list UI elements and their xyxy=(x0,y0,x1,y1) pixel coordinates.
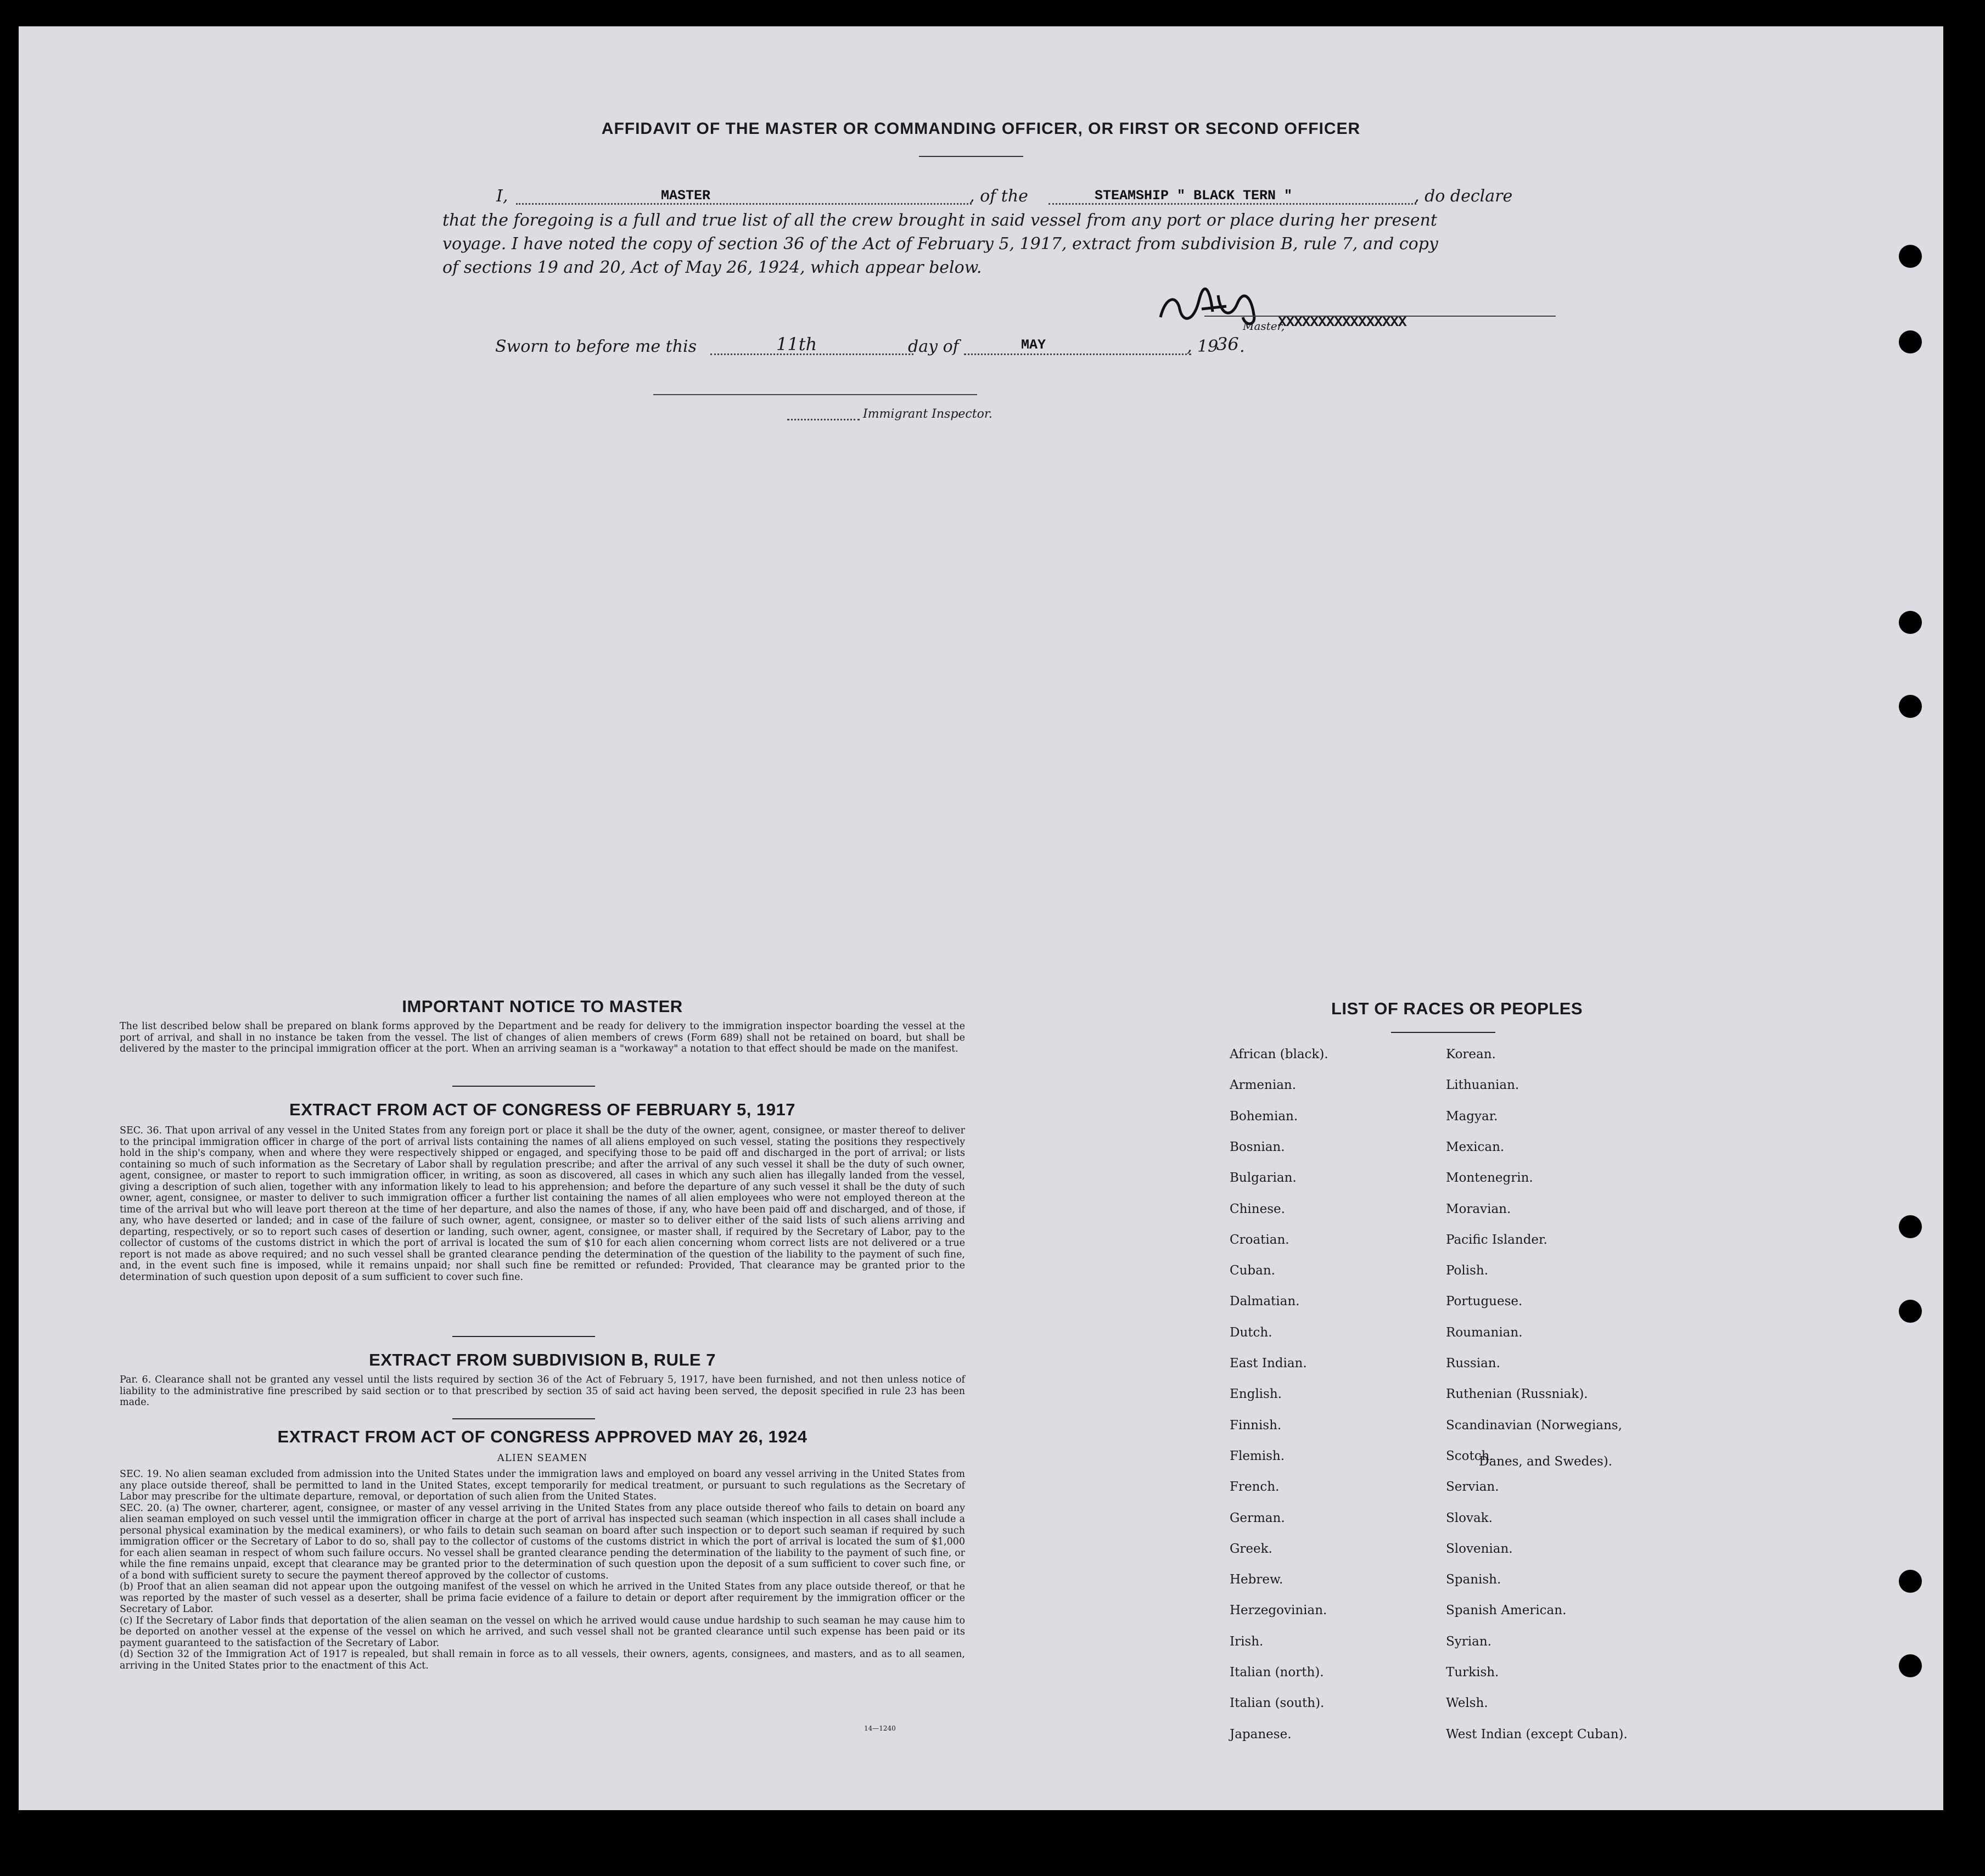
race-item: Spanish American. xyxy=(1446,1603,1567,1618)
race-item: Mexican. xyxy=(1446,1139,1505,1154)
notice-body: The list described below shall be prepared on blank forms approved by the Department and be ready for delivery to the immigration inspector boarding the vessel at the port of arrival, and shall in no instance be taken from the vessel. The list of changes of alien members of crews (Form 689) shall not be retained on board, but shall be delivered by the master to the principal immigration officer at the port. When an arriving seaman is a "workaway" a notation to that effect should be made on the manifest. xyxy=(120,1021,965,1054)
race-item: Montenegrin. xyxy=(1446,1171,1533,1186)
extract-1924-title: EXTRACT FROM ACT OF CONGRESS APPROVED MAY 26, 1924 xyxy=(277,1427,808,1446)
race-item: French. xyxy=(1230,1480,1280,1495)
race-item: Turkish. xyxy=(1446,1665,1499,1680)
extract-1917-title: EXTRACT FROM ACT OF CONGRESS OF FEBRUARY 5, 1917 xyxy=(289,1100,795,1119)
race-item: Irish. xyxy=(1230,1634,1264,1649)
race-item: Scandinavian (Norwegians, xyxy=(1446,1418,1622,1433)
struck-title: XXXXXXXXXXXXXXXX xyxy=(1278,314,1406,330)
race-item-continuation: Danes, and Swedes). xyxy=(1479,1454,1613,1469)
race-item: Ruthenian (Russniak). xyxy=(1446,1387,1588,1402)
race-item: Syrian. xyxy=(1446,1634,1491,1649)
extract-1917-rule xyxy=(452,1336,595,1337)
punch-hole xyxy=(1899,1654,1922,1677)
extract-rule7-body: Par. 6. Clearance shall not be granted any vessel until the lists required by section 36 of the Act of February 5, 1917, have been furnished, and not then unless notice of liability to the administrative fine prescribed by said section or to that prescribed by section 35 of said act having been served, the deposit specified in rule 23 has been made. xyxy=(120,1374,965,1408)
month-line xyxy=(964,353,1191,355)
race-item: Herzegovinian. xyxy=(1230,1603,1327,1618)
month-value: MAY xyxy=(1021,337,1046,353)
race-item: Portuguese. xyxy=(1446,1294,1523,1309)
punch-hole xyxy=(1899,611,1922,634)
day-of-label: day of xyxy=(908,337,959,356)
race-item: African (black). xyxy=(1230,1047,1328,1061)
race-item: Greek. xyxy=(1230,1541,1272,1556)
punch-hole xyxy=(1899,1300,1922,1323)
race-item: Bohemian. xyxy=(1230,1109,1298,1124)
i-label: I, xyxy=(496,187,508,206)
notice-title: IMPORTANT NOTICE TO MASTER xyxy=(402,997,683,1016)
extract-1924-sec19: SEC. 19. No alien seaman excluded from admission into the United States under the immigration laws and employed on board any vessel arriving in the United States from any place outside thereof, shall be permitted to land in the United States, except temporarily for medical treatment, or pursuant to such regulations as the Secretary of Labor may prescribe for the ultimate departure, removal, or deportation of such alien from the United States. xyxy=(120,1469,965,1502)
race-item: Japanese. xyxy=(1230,1727,1292,1742)
races-title: LIST OF RACES OR PEOPLES xyxy=(1331,999,1583,1018)
officer-line xyxy=(516,203,972,205)
race-item: Korean. xyxy=(1446,1047,1496,1061)
affidavit-title: AFFIDAVIT OF THE MASTER OR COMMANDING OFFICER, OR FIRST OR SECOND OFFICER xyxy=(601,120,1361,138)
race-item: Flemish. xyxy=(1230,1448,1285,1463)
sworn-label: Sworn to before me this xyxy=(495,337,697,356)
race-item: Bulgarian. xyxy=(1230,1171,1297,1186)
race-item: Servian. xyxy=(1446,1480,1499,1495)
punch-hole xyxy=(1899,1570,1922,1593)
race-item: Slovak. xyxy=(1446,1510,1493,1525)
race-item: Bosnian. xyxy=(1230,1139,1285,1154)
punch-hole xyxy=(1899,1215,1922,1238)
race-item: Lithuanian. xyxy=(1446,1078,1519,1093)
race-item: Scotch. xyxy=(1446,1448,1494,1463)
extract-1924-sec20d: (d) Section 32 of the Immigration Act of 1917 is repealed, but shall remain in force as to all vessels, their owners, agents, consignees, and masters, and as to all seamen, arriving in the United States prior to the enactment of this Act. xyxy=(120,1649,965,1671)
declaration-line-2: that the foregoing is a full and true list of all the crew brought in said vessel from any port or place during her present xyxy=(442,211,1437,230)
extract-rule7-rule xyxy=(452,1418,595,1419)
declaration-line-3: voyage. I have noted the copy of section 36 of the Act of February 5, 1917, extract from subdivision B, rule 7, and copy xyxy=(442,234,1438,254)
race-item: Moravian. xyxy=(1446,1201,1511,1216)
year-prefix: , 19 xyxy=(1187,337,1219,356)
race-item: Russian. xyxy=(1446,1356,1500,1371)
races-rule xyxy=(1391,1032,1495,1033)
race-item: Spanish. xyxy=(1446,1572,1501,1587)
declaration-line-4: of sections 19 and 20, Act of May 26, 1924, which appear below. xyxy=(442,258,982,277)
race-item: Croatian. xyxy=(1230,1232,1289,1247)
form-number: 14—1240 xyxy=(864,1725,896,1732)
day-value: 11th xyxy=(776,334,817,355)
race-item: Dalmatian. xyxy=(1230,1294,1300,1309)
race-item: Armenian. xyxy=(1230,1078,1297,1093)
extract-1924-sec20c: (c) If the Secretary of Labor finds that deportation of the alien seaman on the vessel on which he arrived would cause undue hardship to such seaman he may cause him to be deported on another vessel at the expense of the vessel on which he arrived, and such vessel shall not be granted clearance until such expense has been paid or its payment guaranteed to the satisfaction of the Secretary of Labor. xyxy=(120,1615,965,1649)
race-item: Italian (south). xyxy=(1230,1696,1325,1711)
extract-rule7-title: EXTRACT FROM SUBDIVISION B, RULE 7 xyxy=(369,1350,716,1369)
race-item: West Indian (except Cuban). xyxy=(1446,1727,1628,1742)
race-item: English. xyxy=(1230,1387,1282,1402)
race-item: Pacific Islander. xyxy=(1446,1232,1547,1247)
punch-hole xyxy=(1899,695,1922,718)
race-item: Italian (north). xyxy=(1230,1665,1324,1680)
form-page xyxy=(19,26,1943,1810)
inspector-label: Immigrant Inspector. xyxy=(863,407,992,421)
extract-1924-body xyxy=(120,1469,965,1671)
inspector-dots xyxy=(787,419,860,420)
race-item: Finnish. xyxy=(1230,1418,1282,1433)
race-item: Cuban. xyxy=(1230,1263,1275,1278)
race-item: Magyar. xyxy=(1446,1109,1498,1124)
notice-rule xyxy=(452,1086,595,1087)
title-rule xyxy=(919,156,1023,157)
race-item: Chinese. xyxy=(1230,1201,1285,1216)
race-item: Welsh. xyxy=(1446,1696,1488,1711)
of-the-label: , of the xyxy=(969,187,1028,206)
punch-hole xyxy=(1899,245,1922,268)
race-item: Hebrew. xyxy=(1230,1572,1283,1587)
extract-1924-sec20a: SEC. 20. (a) The owner, charterer, agent, consignee, or master of any vessel arriving in the United States from any place outside thereof who fails to detain on board any alien seaman employed on such vessel until the immigration officer in charge at the port of arrival has inspected such seaman (which inspection in all cases shall include a personal physical examination by the medical examiners), or who fails to detain such seaman on board after such inspection or to deport such seaman if required by such immigration officer or the Secretary of Labor to do so, shall pay to the collector of customs of the customs district in which the port of arrival is located the sum of $1,000 for each alien seaman in respect of whom such failure occurs. No vessel shall be granted clearance pending the determination of the liability to the payment of such fine, or while the fine remains unpaid, except that clearance may be granted prior to the determination of such question upon the deposit of a sum sufficient to cover such fine, or of a bond with sufficient surety to secure the payment thereof approved by the collector of customs. xyxy=(120,1502,965,1581)
extract-1924-sec20b: (b) Proof that an alien seaman did not appear upon the outgoing manifest of the vessel on which he arrived in the United States from any place outside thereof, or that he was reported by the master of such vessel as a deserter, shall be prima facie evidence of a failure to detain or deport after requirement by the immigration officer or the Secretary of Labor. xyxy=(120,1581,965,1615)
extract-1917-body: SEC. 36. That upon arrival of any vessel in the United States from any foreign port or place it shall be the duty of the owner, agent, consignee, or master thereof to deliver to the principal immigration officer in charge of the port of arrival lists containing the names of all aliens employed on such vessel, stating the positions they respectively hold in the ship's company, when and where they were respectively shipped or engaged, and specifying those to be paid off and discharged in the port of arrival; or lists containing so much of such information as the Secretary of Labor shall by regulation prescribe; and after the arrival of any such vessel it shall be the duty of such owner, agent, consignee, or master to report to such immigration officer, in writing, as soon as discovered, all cases in which any such alien has illegally landed from the vessel, giving a description of such alien, together with any information likely to lead to his apprehension; and before the departure of any such vessel it shall be the duty of such owner, agent, consignee, or master to deliver to such immigration officer a further list containing the names of all alien employees who were not employed thereon at the time of the arrival but who will leave port thereon at the time of her departure, and also the names of those, if any, who have been paid off and discharged, and of those, if any, who have deserted or landed; and in case of the failure of such owner, agent, consignee, or master so to deliver either of the said lists of such aliens arriving and departing, respectively, or so to report such cases of desertion or landing, such owner, agent, consignee, or master shall, if required by the Secretary of Labor, pay to the collector of customs of the customs district in which the port of arrival is located the sum of $10 for each alien concerning whom correct lists are not delivered or a true report is not made as above required; and no such vessel shall be granted clearance pending the determination of the question of the liability to the payment of such fine, and, in the event such fine is imposed, while it remains unpaid; nor shall such fine be remitted or refunded: Provided, That clearance may be granted prior to the determination of such question upon deposit of a sum sufficient to cover such fine. xyxy=(120,1125,965,1283)
extract-1924-subtitle: ALIEN SEAMEN xyxy=(497,1452,588,1464)
race-item: Dutch. xyxy=(1230,1325,1272,1340)
race-item: German. xyxy=(1230,1510,1285,1525)
year-period: . xyxy=(1240,337,1245,356)
race-item: East Indian. xyxy=(1230,1356,1307,1371)
inspector-signature-line xyxy=(653,394,977,395)
officer-value: MASTER xyxy=(661,188,711,204)
race-item: Slovenian. xyxy=(1446,1541,1513,1556)
race-item: Polish. xyxy=(1446,1263,1489,1278)
master-label: Master, xyxy=(1243,319,1285,333)
do-declare-label: , do declare xyxy=(1414,187,1513,206)
year-value: 36 xyxy=(1216,334,1239,355)
punch-hole xyxy=(1899,330,1922,353)
vessel-value: STEAMSHIP " BLACK TERN " xyxy=(1095,188,1293,204)
race-item: Roumanian. xyxy=(1446,1325,1523,1340)
